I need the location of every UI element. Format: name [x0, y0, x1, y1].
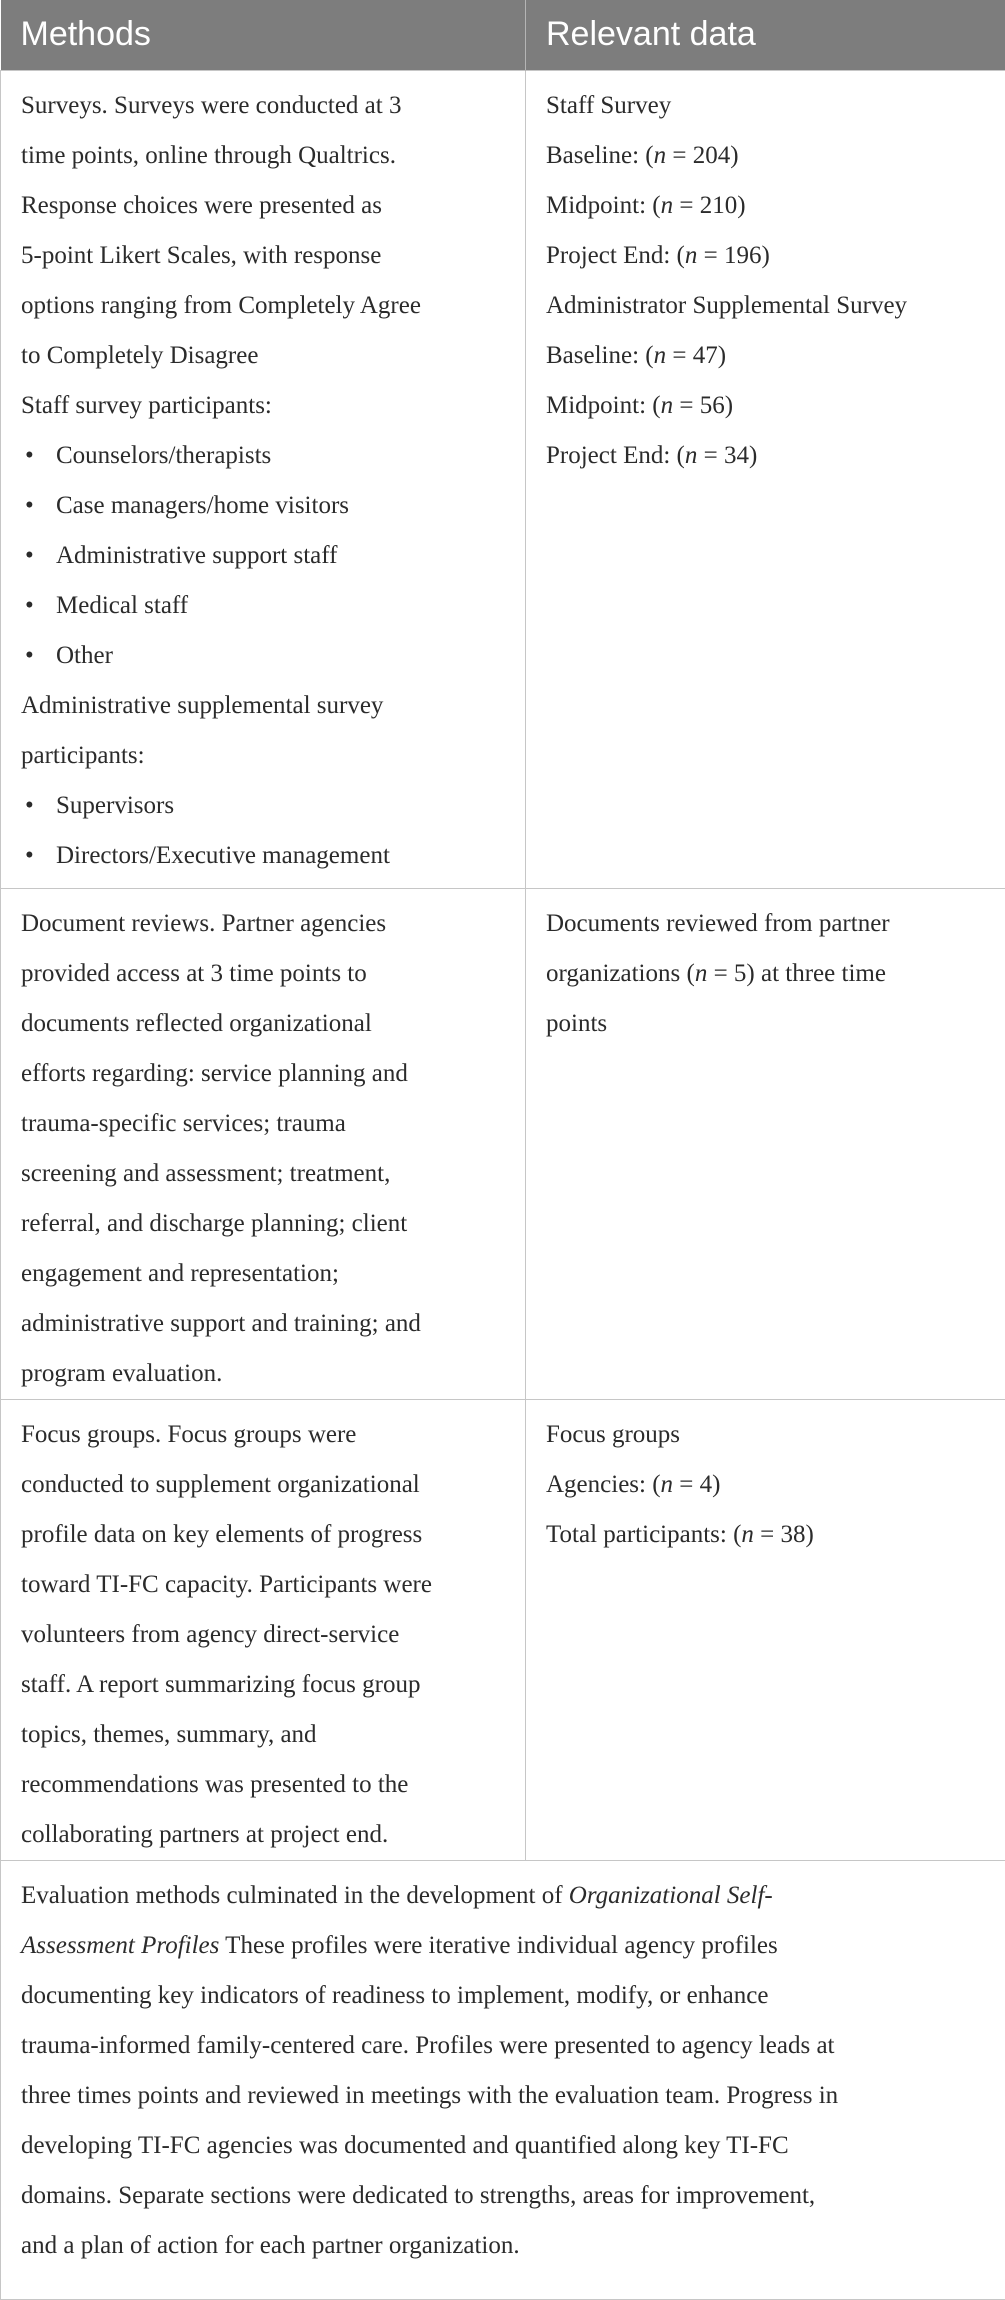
summary-text-line: developing TI-FC agencies was documented and quantified along key TI-FC — [21, 2121, 983, 2171]
n-symbol: n — [654, 142, 667, 169]
focus-data-cell — [526, 1399, 1005, 1860]
focus-text-line: collaborating partners at project end. — [21, 1810, 507, 1860]
surveys-text-line: time points, online through Qualtrics. — [21, 131, 507, 181]
n-symbol: n — [661, 192, 674, 219]
documents-text-line: screening and assessment; treatment, — [21, 1149, 507, 1199]
staff-survey-row — [546, 181, 993, 231]
focus-text-line: toward TI-FC capacity. Participants were — [21, 1560, 507, 1610]
table-row-summary — [1, 1860, 1005, 2299]
staff-survey-row — [546, 231, 993, 281]
list-item: • Directors/Executive management — [21, 831, 507, 881]
focus-text-line: topics, themes, summary, and — [21, 1710, 507, 1760]
list-item: • Supervisors — [21, 781, 507, 831]
summary-text-line: documenting key indicators of readiness to implement, modify, or enhance — [21, 1971, 983, 2021]
summary-text-line: three times points and reviewed in meetings with the evaluation team. Progress in — [21, 2071, 983, 2121]
list-item: • Administrative support staff — [21, 531, 507, 581]
documents-text-line: provided access at 3 time points to — [21, 949, 507, 999]
admin-participants-list — [21, 781, 507, 881]
summary-text-line: trauma-informed family-centered care. Profiles were presented to agency leads at — [21, 2021, 983, 2071]
n-symbol: n — [741, 1521, 754, 1548]
staff-survey-row — [546, 131, 993, 181]
focus-text-line: recommendations was presented to the — [21, 1760, 507, 1810]
staff-participants-list — [21, 431, 507, 681]
header-methods: Methods — [1, 0, 526, 70]
focus-methods-cell — [1, 1399, 526, 1860]
documents-text-line: engagement and representation; — [21, 1249, 507, 1299]
profile-title-italic: Organizational Self- — [569, 1882, 773, 1909]
admin-survey-row — [546, 381, 993, 431]
surveys-text-line: to Completely Disagree — [21, 331, 507, 381]
documents-data-line — [546, 949, 993, 999]
n-symbol: n — [661, 392, 674, 419]
focus-text-line: profile data on key elements of progress — [21, 1510, 507, 1560]
summary-text-line — [21, 1871, 983, 1921]
row-value: = 34) — [697, 442, 757, 469]
row-label: Baseline: ( — [546, 142, 654, 169]
row-value: = 47) — [666, 342, 726, 369]
row-value: = 4) — [673, 1471, 720, 1498]
surveys-text-line: Response choices were presented as — [21, 181, 507, 231]
documents-text-line: referral, and discharge planning; client — [21, 1199, 507, 1249]
admin-survey-title: Administrator Supplemental Survey — [546, 281, 993, 331]
focus-text-line: conducted to supplement organizational — [21, 1460, 507, 1510]
table-row-documents — [1, 888, 1005, 1399]
focus-text-line: volunteers from agency direct-service — [21, 1610, 507, 1660]
row-label: Agencies: ( — [546, 1471, 661, 1498]
row-label: Project End: ( — [546, 442, 685, 469]
table-row-surveys — [1, 70, 1005, 888]
documents-text-line: trauma-specific services; trauma — [21, 1099, 507, 1149]
n-symbol: n — [685, 442, 698, 469]
n-symbol: n — [661, 1471, 674, 1498]
n-symbol: n — [685, 242, 698, 269]
row-label: Project End: ( — [546, 242, 685, 269]
documents-text-line: efforts regarding: service planning and — [21, 1049, 507, 1099]
surveys-text-line: options ranging from Completely Agree — [21, 281, 507, 331]
documents-methods-cell — [1, 888, 526, 1399]
text-segment: These profiles were iterative individual agency profiles — [219, 1932, 777, 1959]
focus-groups-title: Focus groups — [546, 1410, 993, 1460]
row-value: = 38) — [754, 1521, 814, 1548]
focus-text-line: Focus groups. Focus groups were — [21, 1410, 507, 1460]
summary-text-line: domains. Separate sections were dedicated to strengths, areas for improvement, — [21, 2171, 983, 2221]
row-label: Baseline: ( — [546, 342, 654, 369]
profile-title-italic: Assessment Profiles — [21, 1932, 219, 1959]
row-value: = 56) — [673, 392, 733, 419]
surveys-methods-cell — [1, 70, 526, 888]
admin-participants-heading: participants: — [21, 731, 507, 781]
admin-participants-heading: Administrative supplemental survey — [21, 681, 507, 731]
staff-survey-title: Staff Survey — [546, 81, 993, 131]
table-row-focus-groups — [1, 1399, 1005, 1860]
documents-text-line: documents reflected organizational — [21, 999, 507, 1049]
admin-survey-row — [546, 331, 993, 381]
row-value: = 196) — [697, 242, 769, 269]
list-item: • Counselors/therapists — [21, 431, 507, 481]
text-segment: organizations ( — [546, 960, 695, 987]
documents-data-cell — [526, 888, 1005, 1399]
summary-cell — [1, 1860, 1005, 2299]
surveys-text-line: Surveys. Surveys were conducted at 3 — [21, 81, 507, 131]
focus-groups-row — [546, 1460, 993, 1510]
list-item: • Case managers/home visitors — [21, 481, 507, 531]
row-value: = 210) — [673, 192, 745, 219]
text-segment: Evaluation methods culminated in the development of — [21, 1882, 569, 1909]
focus-text-line: staff. A report summarizing focus group — [21, 1660, 507, 1710]
row-label: Midpoint: ( — [546, 192, 661, 219]
documents-text-line: administrative support and training; and — [21, 1299, 507, 1349]
documents-data-line: Documents reviewed from partner — [546, 899, 993, 949]
admin-survey-row — [546, 431, 993, 481]
surveys-text-line: 5-point Likert Scales, with response — [21, 231, 507, 281]
row-value: = 204) — [666, 142, 738, 169]
documents-text-line: program evaluation. — [21, 1349, 507, 1399]
header-relevant-data: Relevant data — [526, 0, 1005, 70]
n-symbol: n — [654, 342, 667, 369]
row-label: Total participants: ( — [546, 1521, 741, 1548]
list-item: • Medical staff — [21, 581, 507, 631]
list-item: • Other — [21, 631, 507, 681]
focus-groups-row — [546, 1510, 993, 1560]
row-label: Midpoint: ( — [546, 392, 661, 419]
summary-text-line — [21, 1921, 983, 1971]
surveys-data-cell — [526, 70, 1005, 888]
documents-text-line: Document reviews. Partner agencies — [21, 899, 507, 949]
summary-text-line: and a plan of action for each partner organization. — [21, 2221, 983, 2271]
table-header-row — [1, 0, 1005, 70]
staff-participants-heading: Staff survey participants: — [21, 381, 507, 431]
n-symbol: n — [695, 960, 708, 987]
text-segment: = 5) at three time — [707, 960, 886, 987]
documents-data-line: points — [546, 999, 993, 1049]
